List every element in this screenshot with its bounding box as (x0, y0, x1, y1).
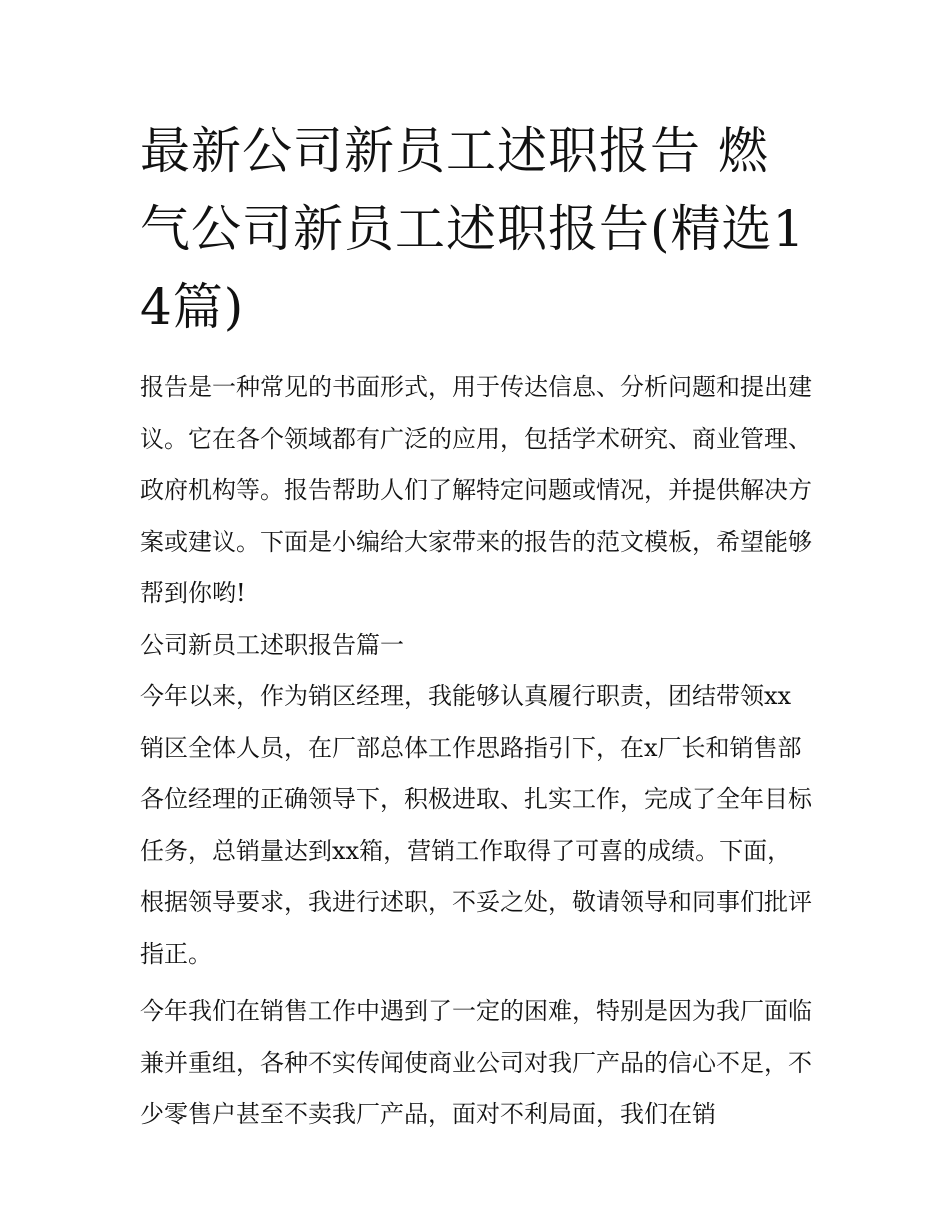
body-paragraph-1: 今年以来，作为销区经理，我能够认真履行职责，团结带领xx销区全体人员，在厂部总体工作思路指引下，在x厂长和销售部各位经理的正确领导下，积极进取、扎实工作，完成了全年目标任务，总销量达到xx箱，营销工作取得了可喜的成绩。下面，根据领导要求，我进行述职，不妥之处，敬请领导和同事们批评指正。 (140, 682, 812, 968)
document-title: 最新公司新员工述职报告 燃气公司新员工述职报告(精选14篇) (140, 122, 806, 336)
document-page (140, 112, 812, 1141)
section-heading: 公司新员工述职报告篇一 (140, 630, 404, 659)
intro-paragraph: 报告是一种常见的书面形式，用于传达信息、分析问题和提出建议。它在各个领域都有广泛的应用，包括学术研究、商业管理、政府机构等。报告帮助人们了解特定问题或情况，并提供解决方案或建议。下面是小编给大家带来的报告的范文模板，希望能够帮到你哟! (140, 373, 812, 607)
body-paragraph-2: 今年我们在销售工作中遇到了一定的困难，特别是因为我厂面临兼并重组，各种不实传闻使商业公司对我厂产品的信心不足，不少零售户甚至不卖我厂产品，面对不利局面，我们在销 (140, 997, 812, 1128)
